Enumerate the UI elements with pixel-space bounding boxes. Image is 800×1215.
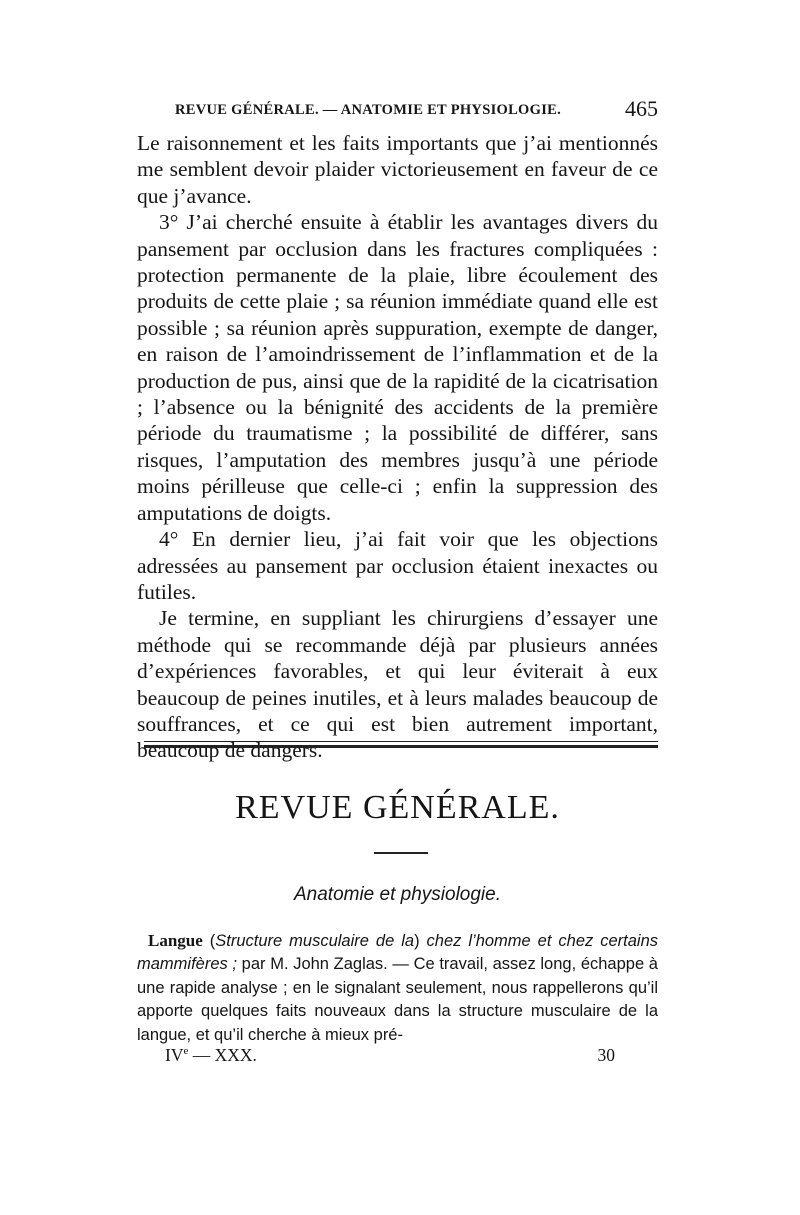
title-underline-rule [374, 852, 428, 854]
paragraph-4: Je termine, en suppliant les chirurgiens d’essayer une méthode qui se recommande déjà par plusieurs années d’expériences favorables, et qui leur éviterait à eux beaucoup de peines inutiles, et à leurs malades beaucoup de souffrances, et ce qui est bien autrement important, beaucoup de dangers. [137, 606, 658, 763]
abstract-qualifier: chez l’homme et chez certains mammifères ; [137, 932, 658, 974]
series-volume [165, 1045, 257, 1066]
abstract-paren-close: ) [414, 932, 427, 950]
running-title: REVUE GÉNÉRALE. — ANATOMIE ET PHYSIOLOGIE. [175, 102, 562, 118]
series-number: IV [165, 1045, 184, 1065]
abstract-paragraph [137, 929, 658, 1047]
abstract-text: par M. John Zaglas. — Ce travail, assez long, échappe à une rapide analyse ; en le signalant seulement, nous rappellerons qu’il apporte quelques faits nouveaux dans la structure musculaire de la langue, et qu’il cherche à mieux pré- [137, 955, 658, 1044]
separator-thick-line [144, 745, 658, 748]
page-number: 465 [625, 96, 658, 121]
abstract-keyword: Langue [148, 931, 203, 950]
separator-thin-line [144, 741, 658, 742]
paragraph-1: Le raisonnement et les faits importants que j’ai mentionnés me semblent devoir plaider victorieusement en faveur de ce que j’avance. [137, 131, 658, 208]
subsection-title: Anatomie et physiologie. [293, 884, 501, 905]
series-superscript: e [183, 1045, 189, 1058]
paragraph-3: 4° En dernier lieu, j’ai fait voir que les objections adressées au pansement par occlusion étaient inexactes ou futiles. [137, 527, 658, 604]
volume-number: — XXX. [188, 1045, 257, 1065]
signature-number: 30 [597, 1045, 615, 1065]
running-head [170, 96, 658, 124]
signature-line [165, 1045, 625, 1069]
abstract-paren-open: ( [202, 932, 216, 950]
body-text [137, 130, 658, 764]
section-title: REVUE GÉNÉRALE. [235, 789, 560, 826]
section-separator-rule [144, 741, 658, 749]
abstract-entry [137, 929, 658, 1047]
paragraph-2: 3° J’ai cherché ensuite à établir les avantages divers du pansement par occlusion dans les fractures compliquées : protection permanente de la plaie, libre écoulement des produits de cette plaie ; sa réunion immédiate quand elle est possible ; sa réunion après suppuration, exempte de danger, en raison de l’amoindrissement de l’inflammation et de la production de pus, ainsi que de la rapidité de la cicatrisation ; l’absence ou la bénignité des accidents de la première période du traumatisme ; la possibilité de différer, sans risques, l’amputation des membres jusqu’à une période moins périlleuse que celle-ci ; enfin la suppression des amputations de doigts. [137, 210, 658, 525]
abstract-title: Structure musculaire de la [215, 932, 415, 950]
